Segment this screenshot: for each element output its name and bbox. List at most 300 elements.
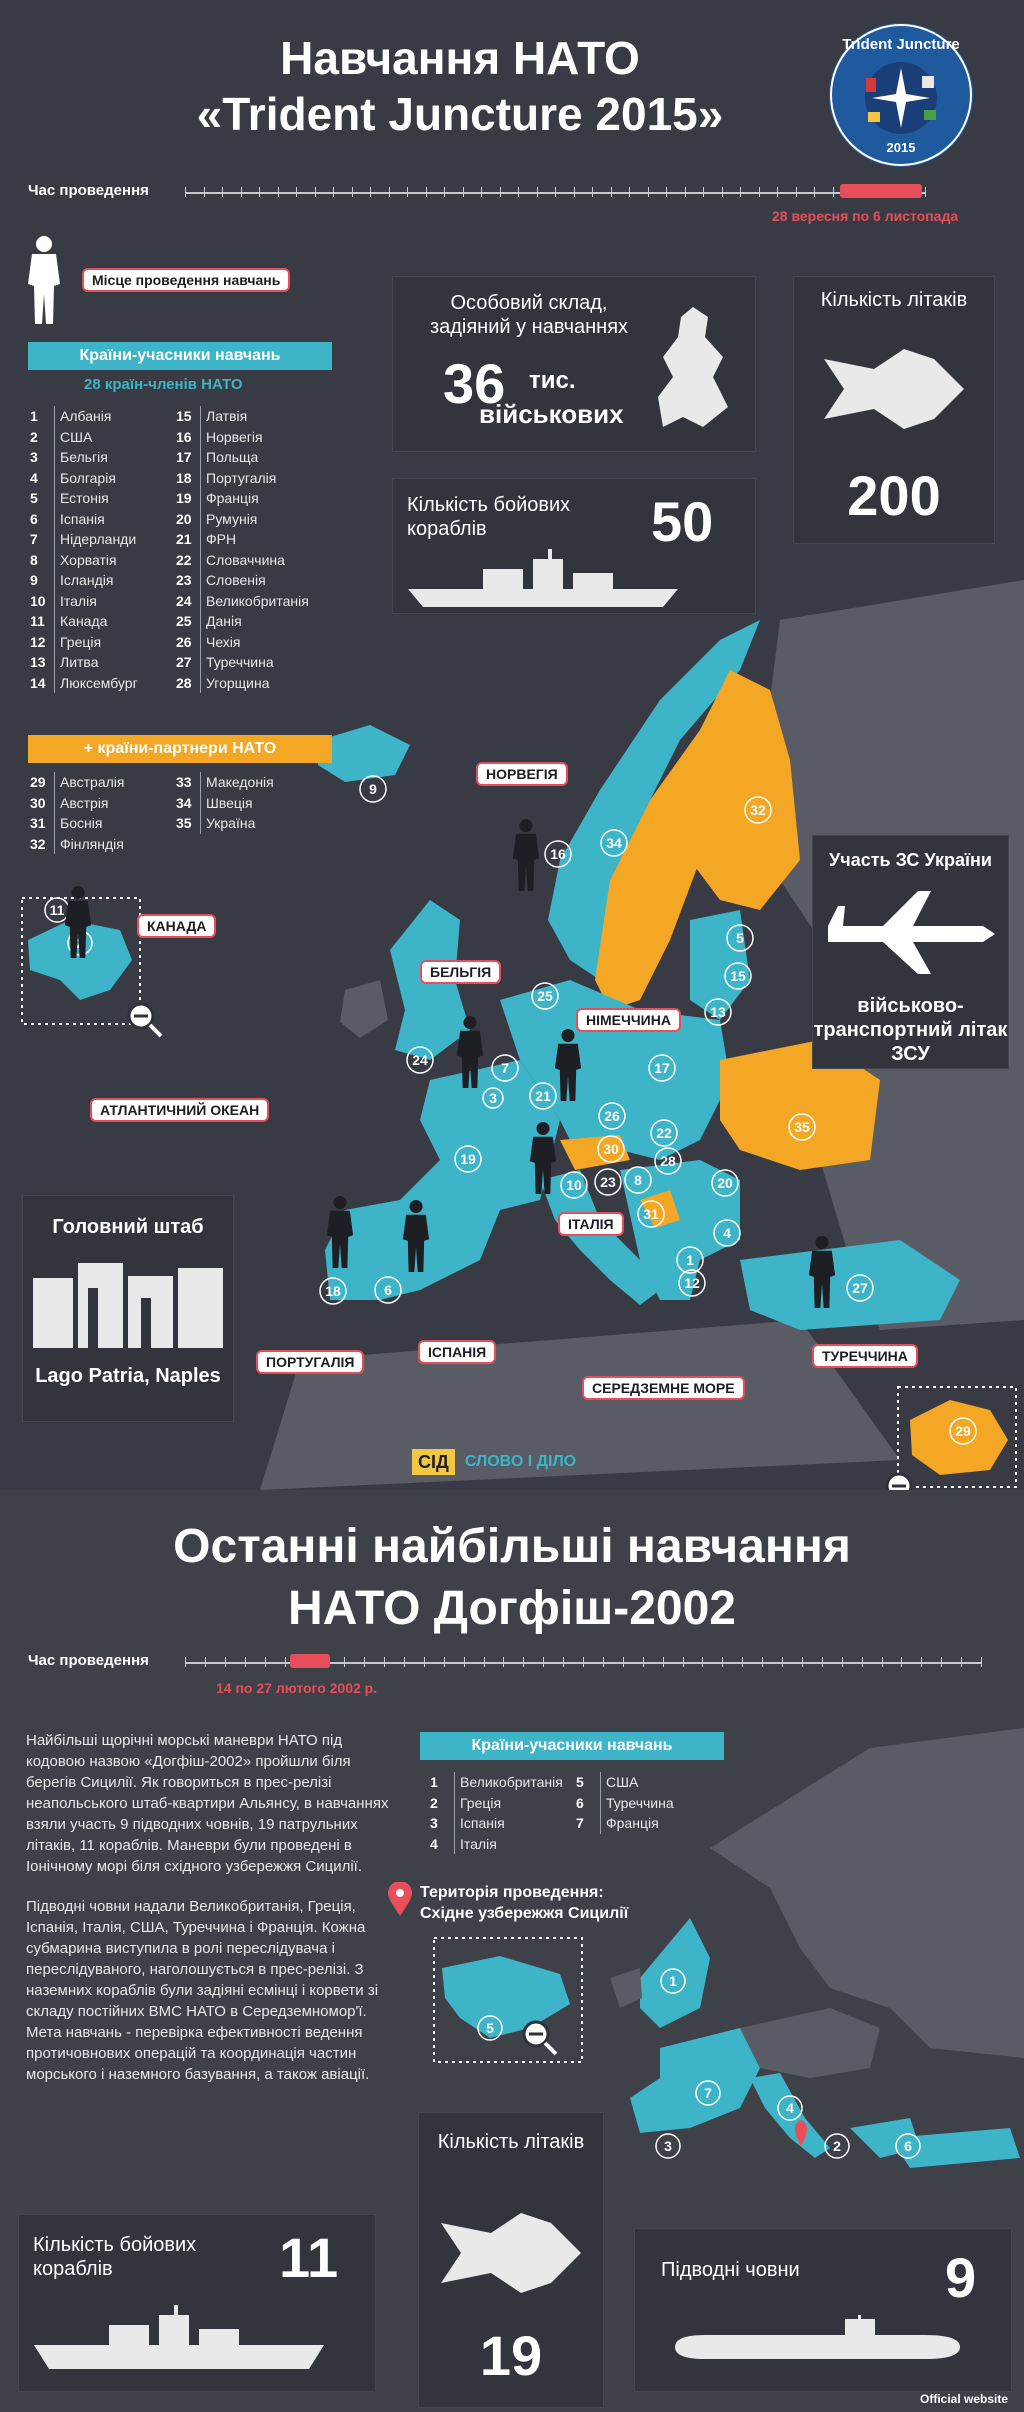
list-item-country: Естонія [60, 490, 109, 506]
timeline-tick [285, 1657, 286, 1667]
list-item-number: 13 [30, 652, 55, 673]
headquarters-building-icon [33, 1258, 223, 1348]
section2-participants-title: Країни-учасники навчань [420, 1732, 724, 1760]
soldier-icon [322, 1192, 358, 1272]
list-item-country: Боснія [60, 815, 103, 831]
subs-title: Підводні човни [661, 2259, 800, 2281]
section2-ships-panel [18, 2214, 376, 2392]
section2-ships-number: 11 [279, 2226, 339, 2289]
list-item [576, 1772, 726, 1793]
timeline-tick [404, 1657, 405, 1667]
subs-number: 9 [945, 2246, 977, 2309]
list-item-country: Латвія [206, 408, 248, 424]
list-item-country: Литва [60, 654, 99, 670]
section2-paragraph-1: Найбільші щорічні морські маневри НАТО під кодовою назвою «Догфіш-2002» пройшли біля берегів Сицилії. Як говориться в прес-релізі неапольського штаб-квартири Альянсу, в навчаннях взяли участь 9 підводних човнів, 19 патрульних літаків, 11 кораблів. Маневри були проведені в Іонічному морі біля східного узбережжя Сицилії. [26, 1732, 389, 1875]
section2-list-2 [576, 1772, 726, 1834]
soldier-icon [398, 1196, 434, 1276]
timeline-label: Час проведення [28, 182, 149, 199]
list-item [30, 468, 180, 489]
list-item-country: Македонія [206, 774, 274, 790]
svg-text:1: 1 [686, 1252, 694, 1268]
list-item [30, 570, 180, 591]
timeline-tick [777, 187, 778, 197]
ships-number: 50 [651, 490, 714, 553]
list-item [30, 611, 180, 632]
timeline-tick [543, 1657, 544, 1667]
brand-name: СЛОВО І ДІЛО [464, 1453, 577, 1470]
participants-title: Країни-учасники навчань [28, 342, 332, 370]
section2-aircraft-title: Кількість літаків [437, 2131, 585, 2153]
list-item-number: 28 [176, 673, 201, 694]
svg-text:19: 19 [460, 1151, 476, 1167]
list-item-number: 22 [176, 550, 201, 571]
list-item-number: 4 [430, 1834, 455, 1855]
timeline-tick [315, 187, 316, 197]
section2-aircraft-panel [418, 2112, 604, 2408]
svg-text:5: 5 [736, 930, 744, 946]
list-item-number: 14 [30, 673, 55, 694]
label-atlantic: АТЛАНТИЧНИЙ ОКЕАН [90, 1098, 269, 1122]
label-italy: ІТАЛІЯ [558, 1212, 624, 1236]
list-item-country: Чехія [206, 633, 241, 650]
ukraine-title: Участь ЗС України [829, 850, 992, 870]
timeline-tick [722, 1657, 723, 1667]
section-dogfish-2002 [0, 1490, 1024, 2412]
list-item-country: Хорватія [60, 551, 117, 568]
svg-text:23: 23 [600, 1174, 616, 1190]
label-turkey: ТУРЕЧЧИНА [812, 1344, 918, 1368]
timeline-tick [503, 1657, 504, 1667]
list-item [176, 406, 326, 427]
timeline-tick [464, 1657, 465, 1667]
svg-text:26: 26 [604, 1108, 620, 1124]
list-item-country: Греція [460, 1794, 502, 1811]
timeline-tick [278, 187, 279, 197]
ships-title: Кількість бойових кораблів [407, 494, 571, 540]
list-item-country: Іспанія [60, 510, 105, 527]
timeline-highlight [840, 184, 922, 198]
list-item-country: Іспанія [460, 1815, 505, 1831]
participants-list-1 [30, 406, 180, 693]
timeline-tick [537, 187, 538, 197]
list-item-country: Австрія [60, 794, 109, 811]
list-item-number: 15 [176, 406, 201, 427]
timeline-tick [901, 1657, 902, 1667]
list-item-country: Люксембург [60, 674, 138, 691]
timeline-tick [484, 1657, 485, 1667]
svg-text:7: 7 [501, 1060, 509, 1076]
timeline-tick [523, 1657, 524, 1667]
svg-text:3: 3 [664, 2138, 672, 2154]
warship-icon [403, 549, 683, 609]
aircraft-panel [793, 276, 995, 544]
svg-text:3: 3 [489, 1090, 497, 1106]
list-item-country: Італія [60, 592, 97, 609]
timeline-tick [762, 1657, 763, 1667]
list-item [30, 447, 180, 468]
svg-text:21: 21 [535, 1088, 551, 1104]
list-item-country: Нідерланди [60, 531, 137, 547]
soldier-icon [525, 1118, 561, 1198]
svg-text:25: 25 [537, 988, 553, 1004]
timeline-tick [204, 187, 205, 197]
trident-logo [826, 20, 976, 170]
section2-list-1 [430, 1772, 580, 1854]
list-item-number: 26 [176, 632, 201, 653]
list-item [30, 772, 180, 793]
list-item-number: 6 [576, 1793, 601, 1814]
list-item-country: США [606, 1774, 639, 1790]
list-item-country: ФРН [206, 531, 237, 547]
svg-text:16: 16 [550, 846, 566, 862]
timeline-tick [623, 1657, 624, 1667]
soldier-icon [508, 815, 544, 895]
timeline-tick [666, 187, 667, 197]
list-item [30, 632, 180, 653]
aircraft-number: 200 [847, 464, 941, 527]
timeline-tick [862, 1657, 863, 1667]
list-item-number: 31 [30, 813, 55, 834]
warship-icon [29, 2305, 329, 2375]
list-item [176, 550, 326, 571]
list-item [176, 447, 326, 468]
svg-text:34: 34 [606, 835, 622, 851]
timeline-tick [842, 1657, 843, 1667]
svg-text:2: 2 [833, 2138, 841, 2154]
zoom-out-icon[interactable] [125, 1000, 165, 1040]
svg-text:8: 8 [634, 1172, 642, 1188]
timeline-tick [555, 187, 556, 197]
list-item [176, 509, 326, 530]
timeline-tick [500, 187, 501, 197]
list-item-number: 1 [430, 1772, 455, 1793]
svg-text:30: 30 [603, 1141, 619, 1157]
svg-text:13: 13 [710, 1004, 726, 1020]
list-item-number: 6 [30, 509, 55, 530]
soldier-icon [60, 882, 96, 962]
list-item [176, 427, 326, 448]
list-item [176, 673, 326, 694]
timeline-tick [344, 1657, 345, 1667]
title-line-2: «Trident Juncture 2015» [196, 88, 724, 140]
timeline-tick [802, 1657, 803, 1667]
ukraine-panel [812, 835, 1009, 1069]
label-belgium: БЕЛЬГІЯ [420, 960, 501, 984]
list-item [30, 488, 180, 509]
partners-list-2 [176, 772, 326, 834]
timeline-tick [241, 187, 242, 197]
partners-list-1 [30, 772, 180, 854]
list-item [176, 793, 326, 814]
timeline-tick [225, 1657, 226, 1667]
list-item-number: 11 [30, 611, 55, 632]
list-item [30, 427, 180, 448]
svg-text:20: 20 [717, 1175, 733, 1191]
timeline-tick [185, 187, 186, 197]
list-item-number: 4 [30, 468, 55, 489]
list-item [176, 632, 326, 653]
list-item-number: 30 [30, 793, 55, 814]
list-item-country: Фінляндія [60, 835, 124, 852]
title-line-1: Навчання НАТО [280, 32, 640, 84]
list-item-number: 3 [30, 447, 55, 468]
svg-text:31: 31 [643, 1206, 659, 1222]
soldier-icon [22, 234, 66, 326]
territory-text: Східне узбережжя Сицилії [420, 1905, 629, 1922]
soldier-icon [550, 1025, 586, 1105]
timeline-tick [481, 187, 482, 197]
timeline-tick [563, 1657, 564, 1667]
timeline2-label: Час проведення [28, 1652, 149, 1669]
list-item [176, 529, 326, 550]
list-item [176, 772, 326, 793]
timeline-tick [384, 1657, 385, 1667]
list-item-country: Туреччина [206, 654, 274, 670]
timeline-tick [463, 187, 464, 197]
list-item-country: Італія [460, 1835, 497, 1852]
svg-text:28: 28 [660, 1153, 676, 1169]
soldier-icon [452, 1012, 488, 1092]
svg-text:9: 9 [369, 781, 377, 797]
list-item [30, 793, 180, 814]
timeline-tick [921, 1657, 922, 1667]
list-item-country: Албанія [60, 408, 112, 424]
timeline-tick [592, 187, 593, 197]
timeline-tick [364, 1657, 365, 1667]
personnel-panel [392, 276, 756, 452]
timeline-tick [822, 1657, 823, 1667]
svg-text:10: 10 [566, 1177, 582, 1193]
timeline-tick [222, 187, 223, 197]
list-item [430, 1834, 580, 1855]
list-item [30, 509, 180, 530]
subs-panel [634, 2228, 1012, 2392]
list-item [176, 611, 326, 632]
list-item-country: Бельгія [60, 449, 108, 465]
list-item-country: Норвегія [206, 428, 263, 445]
list-item-number: 7 [576, 1813, 601, 1834]
hq-title: Головний штаб [52, 1216, 204, 1238]
list-item-number: 35 [176, 813, 201, 834]
ukraine-text: військово-транспортний літак ЗСУ [813, 995, 1008, 1065]
personnel-title: Особовий склад, задіяний у навчаннях [429, 292, 629, 338]
timeline-tick [759, 187, 760, 197]
list-item-number: 21 [176, 529, 201, 550]
svg-text:32: 32 [750, 802, 766, 818]
list-item-country: Швеція [206, 794, 253, 811]
submarine-icon [665, 2315, 965, 2375]
svg-text:17: 17 [654, 1060, 670, 1076]
list-item [176, 652, 326, 673]
timeline-tick [603, 1657, 604, 1667]
timeline-range: 28 вересня по 6 листопада [772, 208, 959, 224]
svg-text:6: 6 [904, 2138, 912, 2154]
section2-title [60, 1516, 964, 1640]
svg-text:12: 12 [684, 1275, 700, 1291]
list-item-country: Болгарія [60, 469, 116, 486]
svg-text:1: 1 [669, 1973, 677, 1989]
list-item-number: 29 [30, 772, 55, 793]
list-item-number: 20 [176, 509, 201, 530]
timeline-tick [629, 187, 630, 197]
list-item [430, 1772, 580, 1793]
soldier-icon [804, 1232, 840, 1312]
timeline-tick [370, 187, 371, 197]
logo-text: Trident Juncture [842, 36, 960, 53]
list-item-country: Угорщина [206, 674, 270, 691]
timeline-tick [782, 1657, 783, 1667]
svg-text:18: 18 [325, 1283, 341, 1299]
list-item-number: 9 [30, 570, 55, 591]
list-item-number: 5 [576, 1772, 601, 1793]
personnel-number: 36 [443, 352, 506, 415]
list-item [176, 488, 326, 509]
timeline2-highlight [290, 1654, 330, 1668]
personnel-unit-2: військових [479, 399, 624, 429]
location-label: Місце проведення навчань [82, 268, 290, 292]
list-item [30, 652, 180, 673]
timeline-tick [259, 187, 260, 197]
timeline-tick [663, 1657, 664, 1667]
timeline-tick [683, 1657, 684, 1667]
list-item-number: 34 [176, 793, 201, 814]
list-item-number: 23 [176, 570, 201, 591]
list-item-country: Ісландія [60, 572, 114, 588]
list-item-country: Франція [606, 1815, 659, 1831]
list-item [576, 1813, 726, 1834]
list-item-country: Португалія [206, 469, 277, 486]
list-item-number: 5 [30, 488, 55, 509]
list-item [176, 570, 326, 591]
svg-text:22: 22 [656, 1125, 672, 1141]
timeline-tick [185, 1657, 186, 1667]
timeline-tick [648, 187, 649, 197]
transport-plane-icon [823, 886, 998, 976]
list-item-country: Канада [60, 613, 108, 629]
timeline-tick [444, 1657, 445, 1667]
timeline-tick [814, 187, 815, 197]
timeline-tick [389, 187, 390, 197]
timeline-tick [205, 1657, 206, 1667]
list-item-number: 18 [176, 468, 201, 489]
list-item-number: 33 [176, 772, 201, 793]
timeline-tick [265, 1657, 266, 1667]
brand-logo [412, 1448, 576, 1476]
timeline-tick [703, 187, 704, 197]
timeline-tick [424, 1657, 425, 1667]
timeline-tick [981, 1657, 982, 1667]
svg-text:27: 27 [852, 1280, 868, 1296]
timeline-tick [925, 187, 926, 197]
list-item [576, 1793, 726, 1814]
svg-text:15: 15 [730, 968, 746, 984]
section2-aircraft-number: 19 [479, 2324, 543, 2387]
territory-title: Територія проведення: [420, 1884, 604, 1901]
list-item-country: Україна [206, 815, 256, 831]
list-item-number: 24 [176, 591, 201, 612]
timeline-tick [941, 1657, 942, 1667]
section2-ships-title: Кількість бойових кораблів [33, 2234, 197, 2280]
list-item-number: 8 [30, 550, 55, 571]
list-item-number: 16 [176, 427, 201, 448]
timeline-tick [961, 1657, 962, 1667]
label-mediterranean: СЕРЕДЗЕМНЕ МОРЕ [582, 1376, 745, 1400]
label-portugal: ПОРТУГАЛІЯ [256, 1350, 364, 1374]
hq-panel [22, 1195, 234, 1422]
timeline-tick [702, 1657, 703, 1667]
list-item-number: 3 [430, 1813, 455, 1834]
list-item [30, 834, 180, 855]
svg-text:4: 4 [723, 1225, 731, 1241]
svg-text:24: 24 [412, 1052, 428, 1068]
list-item-country: Австралія [60, 774, 125, 790]
svg-text:29: 29 [955, 1423, 971, 1439]
footer-text: Official website [920, 2392, 1009, 2406]
timeline-tick [333, 187, 334, 197]
list-item-country: США [60, 428, 93, 445]
list-item-country: Франція [206, 490, 259, 506]
timeline-tick [742, 1657, 743, 1667]
svg-text:4: 4 [786, 2100, 794, 2116]
list-item-country: Данія [206, 613, 242, 629]
participants-list-2 [176, 406, 326, 693]
list-item-country: Польща [206, 449, 259, 465]
list-item-number: 2 [430, 1793, 455, 1814]
list-item [30, 406, 180, 427]
list-item [30, 591, 180, 612]
list-item-country: Словенія [206, 572, 266, 588]
brand-short: СІД [412, 1449, 455, 1475]
list-item [176, 591, 326, 612]
timeline-tick [722, 187, 723, 197]
aircraft-title: Кількість літаків [820, 289, 968, 311]
list-item [30, 529, 180, 550]
timeline-tick [740, 187, 741, 197]
list-item-number: 19 [176, 488, 201, 509]
list-item-country: Великобританія [206, 592, 309, 609]
timeline-tick [444, 187, 445, 197]
list-item-number: 2 [30, 427, 55, 448]
label-canada: КАНАДА [137, 914, 216, 938]
partners-title: + країни-партнери НАТО [28, 735, 332, 763]
participants-subtitle: 28 країн-членів НАТО [84, 376, 243, 393]
section2-paragraph-2: Підводні човни надали Великобританія, Греція, Іспанія, Італія, США, Туреччина і Франція. Кожна субмарина виступила в ролі переслідувача і переслідуваного, наголошується в прес-релізі. З наземних кораблів були задіяні есмінці і корвети зі складу постійних ВМС НАТО в Середземномор'ї. Мета навчань - перевірка ефективності ведення протичовнових операцій та координація частин морського і наземного базування, а також авіації. [26, 1898, 379, 2083]
list-item-number: 25 [176, 611, 201, 632]
personnel-unit-1: тис. [529, 367, 576, 394]
timeline-tick [518, 187, 519, 197]
zoom-out-icon[interactable] [520, 2018, 560, 2058]
svg-text:6: 6 [384, 1282, 392, 1298]
label-spain: ІСПАНІЯ [418, 1340, 496, 1364]
svg-text:11: 11 [49, 902, 65, 918]
main-title [110, 30, 810, 142]
list-item [30, 673, 180, 694]
list-item-country: Греція [60, 633, 102, 650]
list-item-number: 7 [30, 529, 55, 550]
list-item [430, 1813, 580, 1834]
list-item-number: 10 [30, 591, 55, 612]
list-item [176, 813, 326, 834]
list-item-country: Словаччина [206, 551, 285, 568]
ships-panel [392, 478, 756, 614]
list-item-country: Румунія [206, 510, 258, 527]
timeline-tick [643, 1657, 644, 1667]
timeline-tick [611, 187, 612, 197]
list-item [176, 468, 326, 489]
timeline-tick [407, 187, 408, 197]
label-germany: НІМЕЧЧИНА [576, 1008, 681, 1032]
list-item [30, 813, 180, 834]
